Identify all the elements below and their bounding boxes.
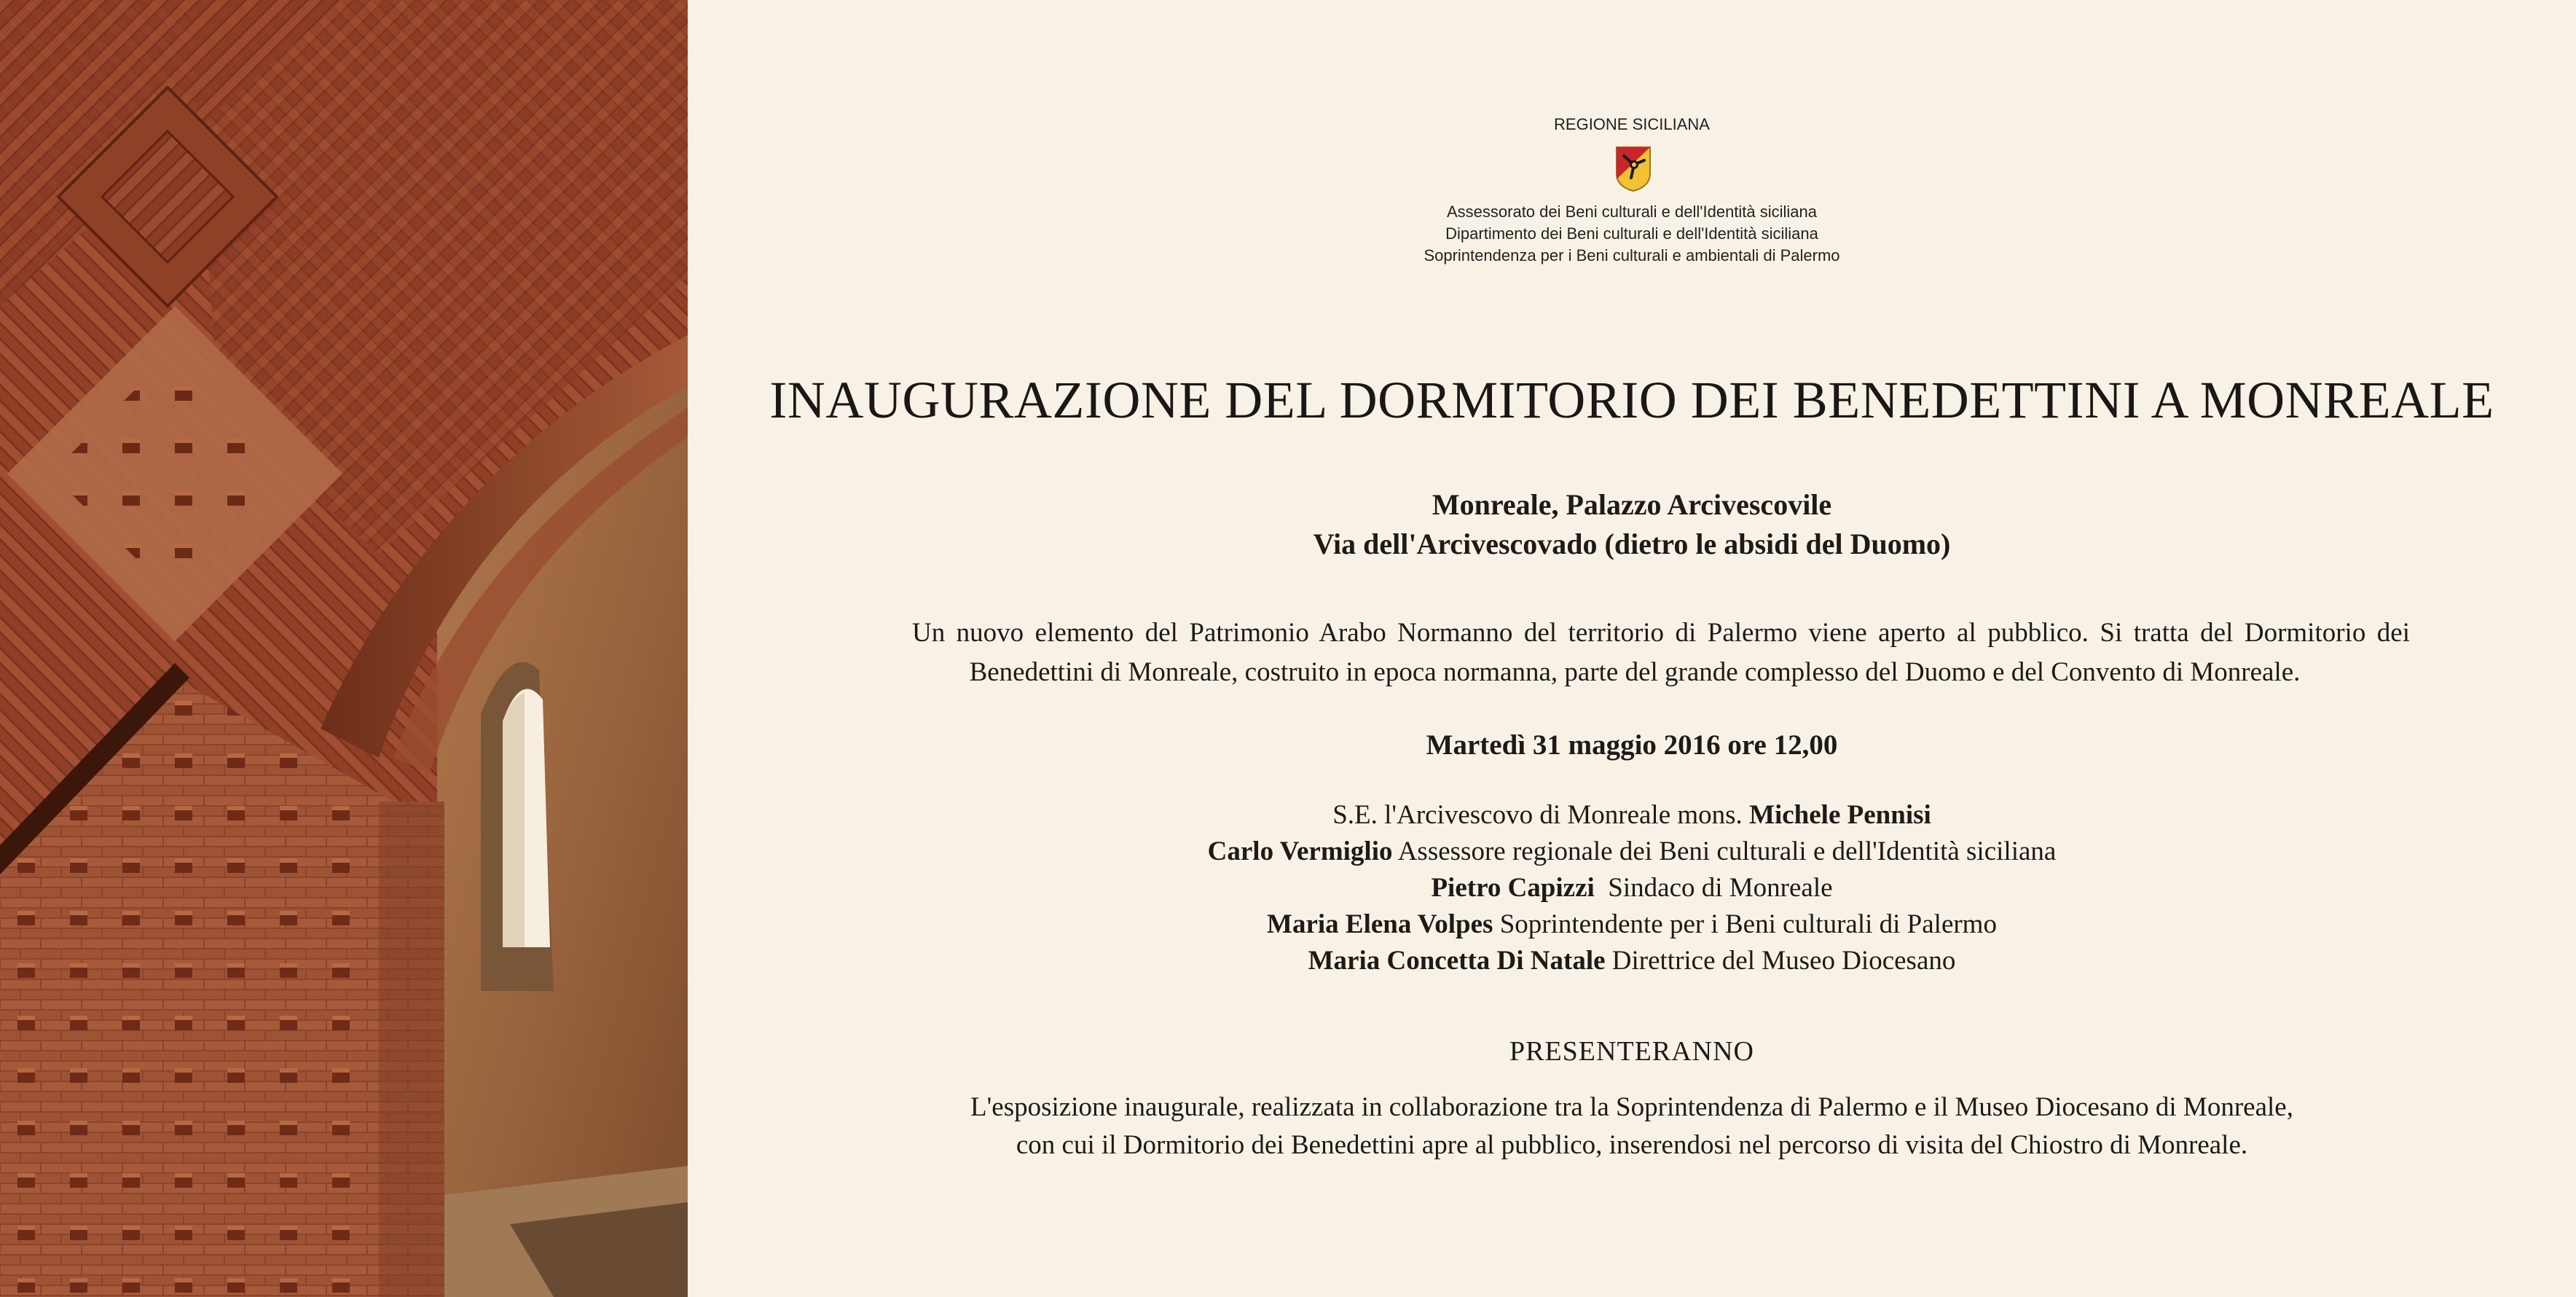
speaker-role: Assessore regionale dei Beni culturali e dell'Identità siciliana <box>1392 836 2057 866</box>
invitation-panel <box>688 0 2576 1297</box>
venue-line-palazzo: Monreale, Palazzo Arcivescovile <box>1432 488 1832 521</box>
speaker-row <box>688 943 2576 979</box>
speaker-list <box>688 797 2576 979</box>
closing-paragraph <box>688 1089 2576 1164</box>
dormitory-photo <box>0 0 688 1297</box>
speaker-role: Sindaco di Monreale <box>1594 873 1833 903</box>
presenteranno-heading: PRESENTERANNO <box>1509 1036 1755 1067</box>
venue-line-address: Via dell'Arcivescovado (dietro le absidi del Duomo) <box>1313 528 1951 560</box>
speaker-row <box>688 834 2576 870</box>
speaker-role: Soprintendente per i Beni culturali di Palermo <box>1493 909 1997 939</box>
intro-paragraph <box>860 614 2410 692</box>
closing-line-1: L'esposizione inaugurale, realizzata in collaborazione tra la Soprintendenza di Palermo e il Museo Diocesano di Monreale, <box>970 1092 2293 1122</box>
intro-text: Un nuovo elemento del Patrimonio Arabo Normanno del territorio di Palermo viene aperto al pubblico. Si tratta del Dormitorio dei Benedettini di Monreale, costruito in epoca normanna, parte del grande complesso del Duomo e del Convento di Monreale. <box>912 618 2410 687</box>
dept-line-assessorato: Assessorato dei Beni culturali e dell'Identità siciliana <box>1446 203 1818 221</box>
speaker-name: Pietro Capizzi <box>1431 873 1595 903</box>
speaker-row <box>688 870 2576 906</box>
region-label: REGIONE SICILIANA <box>1554 115 1710 133</box>
page-title: INAUGURAZIONE DEL DORMITORIO DEI BENEDETTINI A MONREALE <box>769 371 2494 429</box>
speaker-name: Maria Concetta Di Natale <box>1308 946 1606 976</box>
speaker-name: Michele Pennisi <box>1749 800 1931 830</box>
event-date: Martedì 31 maggio 2016 ore 12,00 <box>1426 729 1838 761</box>
department-block <box>688 201 2576 267</box>
venue-block <box>688 485 2576 564</box>
speaker-name: Maria Elena Volpes <box>1267 909 1493 939</box>
speaker-role: Direttrice del Museo Diocesano <box>1605 946 1956 976</box>
closing-line-2: con cui il Dormitorio dei Benedettini apre al pubblico, inserendosi nel percorso di visita del Chiostro di Monreale. <box>1016 1130 2248 1160</box>
speaker-row <box>688 797 2576 834</box>
speaker-row <box>688 906 2576 943</box>
dept-line-dipartimento: Dipartimento dei Beni culturali e dell'Identità siciliana <box>1445 224 1818 243</box>
speaker-prefix: S.E. l'Arcivescovo di Monreale mons. <box>1332 800 1750 830</box>
trinacria-emblem-icon <box>1615 146 1652 192</box>
speaker-name: Carlo Vermiglio <box>1207 836 1393 866</box>
dept-line-soprintendenza: Soprintendenza per i Beni culturali e ambientali di Palermo <box>1424 246 1840 265</box>
